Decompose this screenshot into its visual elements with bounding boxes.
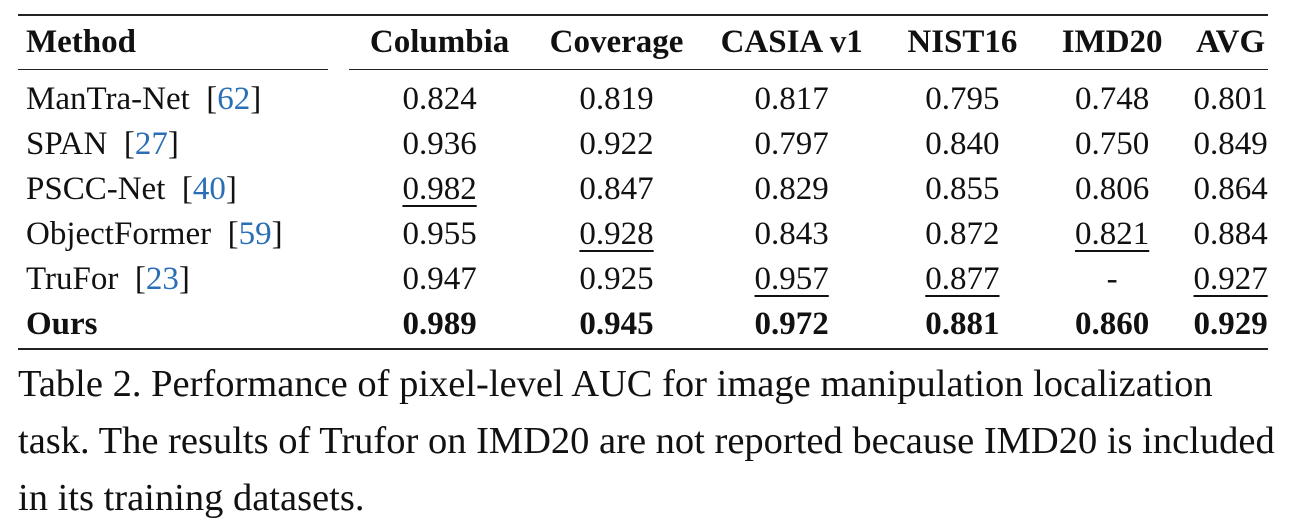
table-row — [18, 257, 1280, 302]
value: 0.829 — [754, 171, 829, 207]
table-row — [18, 167, 1280, 212]
value-cell — [1181, 257, 1280, 302]
method-cell: TruFor [23] — [26, 261, 190, 297]
citation-link[interactable]: 23 — [145, 261, 179, 297]
citation-link[interactable]: 40 — [192, 171, 226, 207]
value: 0.819 — [579, 81, 654, 117]
value-cell — [882, 212, 1043, 257]
value-cell — [348, 122, 532, 167]
value: 0.797 — [754, 126, 829, 162]
value-cell — [882, 122, 1043, 167]
value-cell — [1043, 167, 1181, 212]
header-imd20: IMD20 — [1061, 24, 1163, 60]
value-cell — [882, 302, 1043, 347]
value-second-best: 0.957 — [754, 261, 829, 297]
value-cell — [1181, 167, 1280, 212]
value-cell — [702, 71, 882, 122]
value-cell — [1043, 71, 1181, 122]
table-row — [18, 212, 1280, 257]
table-row-ours — [18, 302, 1280, 347]
value-cell — [348, 302, 532, 347]
value-cell — [348, 257, 532, 302]
value-cell — [1181, 302, 1280, 347]
value: 0.936 — [402, 126, 477, 162]
value: 0.748 — [1075, 81, 1150, 117]
value: 0.855 — [925, 171, 1000, 207]
value: 0.824 — [402, 81, 477, 117]
method-name: PSCC-Net — [26, 171, 166, 207]
method-name: TruFor — [26, 261, 119, 297]
value: 0.884 — [1193, 216, 1268, 252]
value-second-best: 0.821 — [1075, 216, 1150, 252]
value-cell — [1043, 302, 1181, 347]
table-bottom-rule — [18, 348, 1268, 350]
citation-link[interactable]: 59 — [238, 216, 272, 252]
value-cell — [702, 212, 882, 257]
value: 0.817 — [754, 81, 829, 117]
value-cell — [1043, 122, 1181, 167]
value-not-reported: - — [1106, 261, 1118, 297]
table-row — [18, 122, 1280, 167]
value-cell — [882, 167, 1043, 212]
method-cell: PSCC-Net [40] — [26, 171, 237, 207]
value-best: 0.989 — [402, 306, 477, 342]
method-name: ObjectFormer — [26, 216, 212, 252]
method-cell: SPAN [27] — [26, 126, 179, 162]
value-cell — [702, 257, 882, 302]
method-cell: ObjectFormer [59] — [26, 216, 283, 252]
value-best: 0.929 — [1193, 306, 1268, 342]
value: 0.925 — [579, 261, 654, 297]
value-cell — [348, 71, 532, 122]
value-cell — [1181, 71, 1280, 122]
header-coverage: Coverage — [549, 24, 684, 60]
method-name: ManTra-Net — [26, 81, 190, 117]
value-cell — [882, 71, 1043, 122]
value-best: 0.860 — [1075, 306, 1150, 342]
method-cell — [18, 302, 348, 347]
table-top-rule — [18, 14, 1268, 16]
value-cell — [702, 122, 882, 167]
value-cell — [1181, 212, 1280, 257]
value: 0.801 — [1193, 81, 1268, 117]
value-cell — [531, 257, 701, 302]
value: 0.750 — [1075, 126, 1150, 162]
citation-link[interactable]: 62 — [217, 81, 251, 117]
value: 0.840 — [925, 126, 1000, 162]
value-best: 0.881 — [925, 306, 1000, 342]
header-method: Method — [26, 24, 136, 60]
value: 0.864 — [1193, 171, 1268, 207]
value-cell — [1181, 122, 1280, 167]
header-nist16: NIST16 — [907, 24, 1018, 60]
value: 0.847 — [579, 171, 654, 207]
value-cell — [702, 167, 882, 212]
value-cell — [531, 122, 701, 167]
value-cell — [531, 167, 701, 212]
value-cell — [531, 212, 701, 257]
value-second-best: 0.982 — [402, 171, 477, 207]
citation-link[interactable]: 27 — [134, 126, 168, 162]
value: 0.872 — [925, 216, 1000, 252]
value-best: 0.972 — [754, 306, 829, 342]
value-second-best: 0.877 — [925, 261, 1000, 297]
value: 0.922 — [579, 126, 654, 162]
value: 0.806 — [1075, 171, 1150, 207]
value-cell — [702, 302, 882, 347]
value-cell — [882, 257, 1043, 302]
value-cell — [531, 302, 701, 347]
value-second-best: 0.927 — [1193, 261, 1268, 297]
header-avg: AVG — [1196, 24, 1266, 60]
table-caption: Table 2. Performance of pixel-level AUC for image manipulation localization task. The results of Trufor on IMD20 are not reported because IMD20 is included in its training datasets. — [18, 363, 1275, 519]
value-cell — [531, 71, 701, 122]
value: 0.955 — [402, 216, 477, 252]
value-best: 0.945 — [579, 306, 654, 342]
value-cell — [348, 167, 532, 212]
value: 0.795 — [925, 81, 1000, 117]
value-cell — [348, 212, 532, 257]
table-row — [18, 71, 1280, 122]
method-name: SPAN — [26, 126, 108, 162]
value-second-best: 0.928 — [579, 216, 654, 252]
method-cell: ManTra-Net [62] — [26, 81, 262, 117]
method-name: Ours — [26, 306, 98, 342]
header-columbia: Columbia — [369, 24, 510, 60]
value: 0.843 — [754, 216, 829, 252]
value: 0.849 — [1193, 126, 1268, 162]
value-cell — [1043, 212, 1181, 257]
value-cell — [1043, 257, 1181, 302]
results-table — [18, 20, 1280, 347]
value: 0.947 — [402, 261, 477, 297]
header-row — [18, 20, 1280, 71]
header-casia: CASIA v1 — [720, 24, 863, 60]
